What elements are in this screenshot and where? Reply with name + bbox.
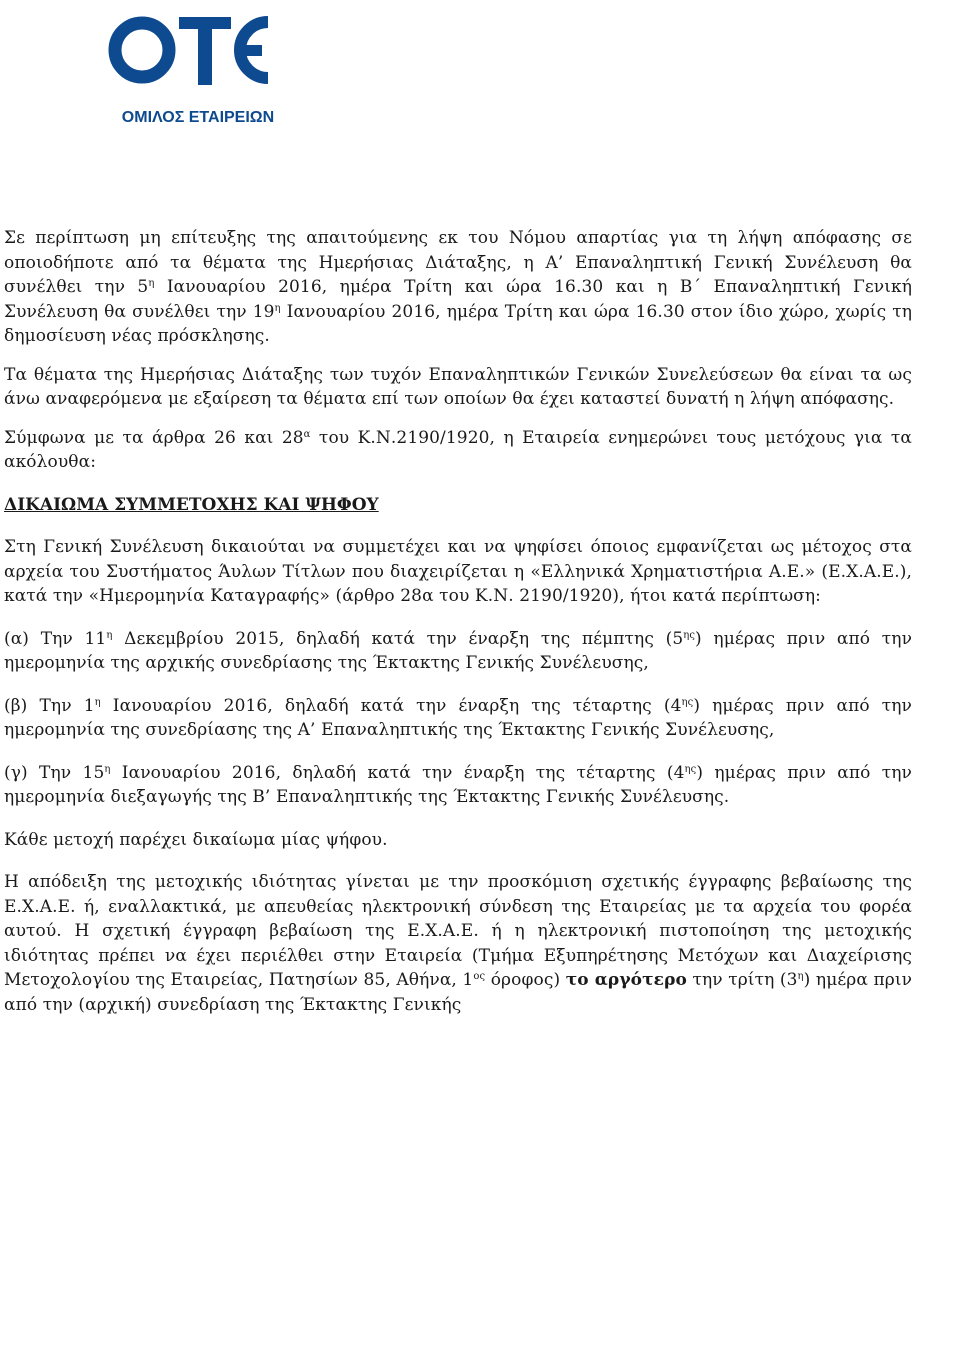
document-body [4, 226, 912, 1031]
ote-logo-graphic [108, 2, 288, 126]
list-item-a: (α) Την $11^\eta$ Δεκεμβρίου 2015, δηλαδή κατά την έναρξη της πέμπτης $(5^{\eta\varsigma})$ ημέρας πριν από την ημερομηνία της αρχικής συνεδρίασης της Έκτακτης Γενικής Συνέλευσης, [4, 628, 913, 673]
list-item-c: (γ) Την $15^\eta$ Ιανουαρίου 2016, δηλαδή κατά την έναρξη της τέταρτης $(4^{\eta\varsigma})$ ημέρας πριν από την ημερομηνία διεξαγωγής της Β’ Επαναληπτικής της Έκτακτης Γενικής Συνέλευσης. [4, 762, 912, 807]
paragraph-agenda: Τα θέματα της Ημερήσιας Διάταξης των τυχόν Επαναληπτικών Γενικών Συνελεύσεων θα είναι τα ως άνω αναφερόμενα με εξαίρεση τα θέματα επί των οποίων θα έχει καταστεί δυνατή η λήψη απόφασης. [4, 364, 912, 409]
paragraph-proof: Η απόδειξη της μετοχικής ιδιότητας γίνεται με την προσκόμιση σχετικής έγγραφης βεβαίωσης της Ε.Χ.Α.Ε. ή, εναλλακτικά, με απευθείας ηλεκτρονική σύνδεση της Εταιρείας με τα αρχεία του φορέα αυτού. Η σχετική έγγραφη βεβαίωση της Ε.Χ.Α.Ε. ή η ηλεκτρονική πιστοποίηση της μετοχικής ιδιότητας πρέπει να έχει περιέλθει στην Εταιρεία (Τμήμα Εξυπηρέτησης Μετόχων και Διαχείρισης Μετοχολογίου της Εταιρείας, Πατησίων 85, Αθήνα, $1^{o\varsigma}$ όροφος) το αργότερο την τρίτη $(3^\eta)$ ημέρα πριν από την (αρχική) συνεδρίαση της Έκτακτης Γενικής [4, 872, 913, 1015]
paragraph-participation: Στη Γενική Συνέλευση δικαιούται να συμμετέχει και να ψηφίσει όποιος εμφανίζεται ως μέτοχος στα αρχεία του Συστήματος Άυλων Τίτλων που διαχειρίζεται η «Ελληνικά Χρηματιστήρια Α.Ε.» (Ε.Χ.Α.Ε.), κατά την «Ημερομηνία Καταγραφής» (άρθρο 28α του Κ.Ν. 2190/1920), ήτοι κατά περίπτωση: [4, 537, 912, 606]
paragraph-vote: Κάθε μετοχή παρέχει δικαίωμα μίας ψήφου. [4, 829, 388, 850]
list-item-b: (β) Την $1^\eta$ Ιανουαρίου 2016, δηλαδή κατά την έναρξη της τέταρτης $(4^{\eta\varsigma})$ ημέρας πριν από την ημερομηνία της συνεδρίασης της Α’ Επαναληπτικής της Έκτακτης Γενικής Συνέλευσης, [4, 695, 912, 740]
paragraph-adjournment: Σε περίπτωση μη επίτευξης της απαιτούμενης εκ του Νόμου απαρτίας για τη λήψη απόφασης σε οποιοδήποτε από τα θέματα της Ημερήσιας Διάταξης, η Α’ Επαναληπτική Γενική Συνέλευση θα συνέλθει την $5^\eta$ Ιανουαρίου 2016, ημέρα Τρίτη και ώρα 16.30 και η Β΄ Επαναληπτική Γενική Συνέλευση θα συνέλθει την $19^\eta$ Ιανουαρίου 2016, ημέρα Τρίτη και ώρα 16.30 στον ίδιο χώρο, χωρίς τη δημοσίευση νέας πρόσκλησης. [4, 228, 913, 346]
logo-subtitle: ΟΜΙΛΟΣ ΕΤΑΙΡΕΙΩΝ [121, 109, 275, 126]
paragraph-articles: Σύμφωνα με τα άρθρα 26 και $28^\alpha$ του Κ.Ν.2190/1920, η Εταιρεία ενημερώνει τους μετόχους για τα ακόλουθα: [4, 427, 912, 472]
section-heading: ΔΙΚΑΙΩΜΑ ΣΥΜΜΕΤΟΧΗΣ ΚΑΙ ΨΗΦΟΥ [4, 494, 379, 515]
ote-logo [108, 2, 288, 126]
